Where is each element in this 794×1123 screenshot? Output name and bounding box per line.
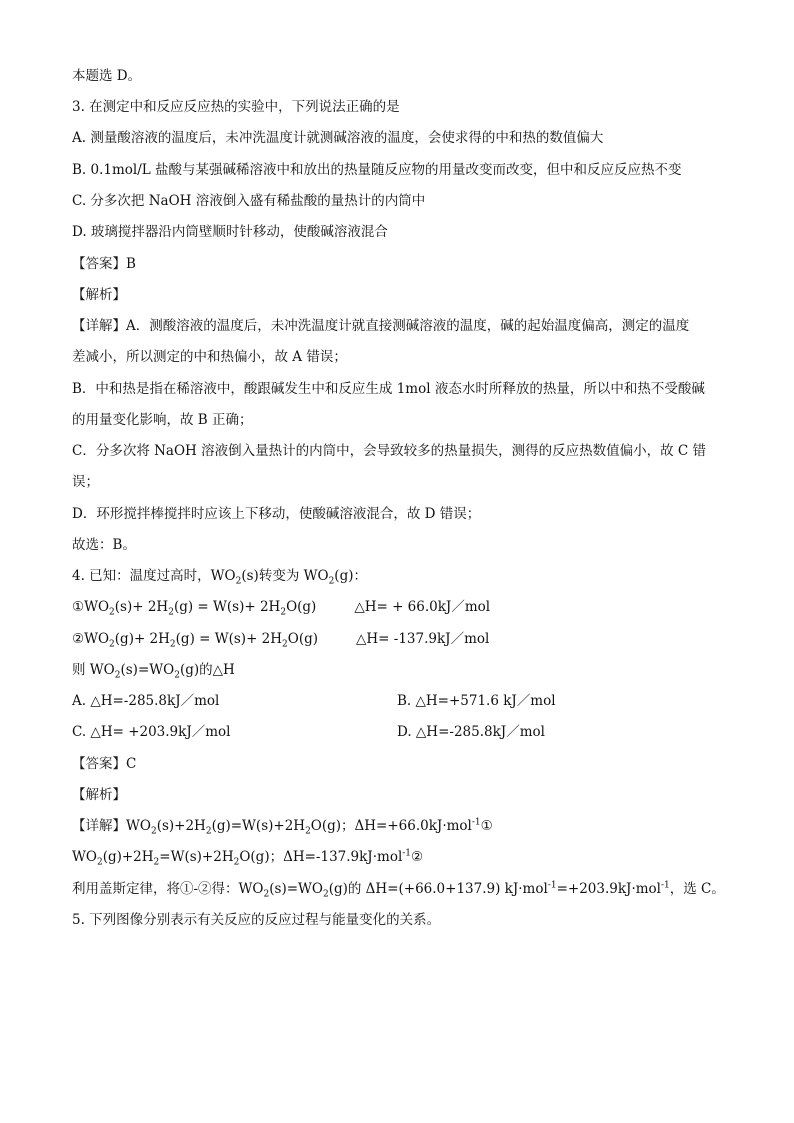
eq-part: (g)+ 2H: [114, 631, 170, 647]
q3-stem: 3. 在测定中和反应反应热的实验中，下列说法正确的是: [72, 99, 400, 115]
subscript: 2: [174, 670, 180, 681]
q3-detail-d: D．环形搅拌棒搅拌时应该上下移动，使酸碱溶液混合，故 D 错误；: [72, 506, 481, 522]
subscript: 2: [328, 576, 335, 587]
subscript: 2: [235, 576, 242, 587]
ask-part: 则 WO: [72, 662, 115, 678]
subscript: 2: [109, 607, 115, 618]
subscript: 2: [109, 639, 115, 650]
q3-detail-c-line1: C．分多次将 NaOH 溶液倒入量热计的内筒中，会导致较多的热量损失，测得的反应热数值偏小，故 C 错: [72, 443, 707, 459]
previous-answer-end: 本题选 D。: [72, 68, 142, 84]
q4-question: [72, 660, 235, 680]
q4-option-a: A. △H=-285.8kJ／mol: [72, 693, 220, 709]
q4-stem-part: (g)：: [334, 568, 367, 584]
subscript: 2: [150, 826, 157, 837]
subscript: 2: [322, 889, 329, 900]
q3-detail-c-line2: 误；: [72, 474, 99, 490]
q4-equation-2: [72, 629, 489, 649]
q4-option-c: C. △H= +203.9kJ／mol: [72, 724, 231, 740]
q5-stem: 5. 下列图像分别表示有关反应的反应过程与能量变化的关系。: [72, 912, 441, 928]
q3-option-d: D. 玻璃搅拌器沿内筒壁顺时针移动，使酸碱溶液混合: [72, 224, 388, 240]
superscript: -1: [471, 817, 481, 828]
subscript: 2: [153, 857, 160, 868]
superscript: -1: [660, 880, 670, 891]
eq-part: O(g): [287, 631, 319, 647]
q3-detail-b-line2: 的用量变化影响，故 B 正确；: [72, 412, 253, 428]
subscript: 2: [263, 889, 270, 900]
q4-options-row-2: [72, 722, 231, 742]
q4-options-row-1: [72, 691, 219, 711]
q4-analysis-label: 【解析】: [72, 787, 126, 803]
eq-part: ②WO: [72, 631, 110, 647]
q4-equation-1: [72, 597, 490, 617]
ask-part: (g)的△H: [179, 662, 235, 678]
detail-part: ①: [480, 818, 493, 834]
superscript: -1: [547, 880, 557, 891]
enthalpy-value: △H= -137.9kJ／mol: [356, 631, 490, 647]
q4-stem: [72, 566, 367, 586]
detail-part: O(g)；ΔH=+66.0kJ·mol: [310, 818, 472, 834]
q3-detail-b-line1: B．中和热是指在稀溶液中，酸跟碱发生中和反应生成 1mol 液态水时所释放的热量，所以中和热不受酸碱: [72, 381, 705, 397]
detail-part: ，选 C。: [669, 881, 725, 897]
eq-part: (g) = W(s)+ 2H: [173, 599, 281, 615]
enthalpy-value: △H= + 66.0kJ／mol: [354, 599, 491, 615]
subscript: 2: [96, 857, 103, 868]
detail-part: =+203.9kJ·mol: [556, 881, 661, 897]
detail-part: O(g)；ΔH=-137.9kJ·mol: [239, 849, 403, 865]
subscript: 2: [233, 857, 240, 868]
q4-detail-line1: [72, 816, 493, 836]
q3-detail-a-line1: 【详解】A．测酸溶液的温度后，未冲洗温度计就直接测碱溶液的温度，碱的起始温度偏高，测定的温度: [72, 318, 690, 334]
answer-value: B: [126, 256, 136, 272]
detail-part: ②: [411, 849, 424, 865]
ask-part: (s)=WO: [120, 662, 175, 678]
q4-detail-line2: [72, 847, 423, 867]
q4-detail-line3: [72, 879, 725, 899]
eq-part: (s)+ 2H: [114, 599, 169, 615]
eq-part: O(g): [286, 599, 317, 615]
subscript: 2: [205, 826, 212, 837]
eq-part: ①WO: [72, 599, 110, 615]
subscript: 2: [169, 639, 176, 650]
eq-part: (g) = W(s)+ 2H: [175, 631, 283, 647]
detail-part: 利用盖斯定律，将①-②得：WO: [72, 881, 264, 897]
q3-option-b: B. 0.1mol/L 盐酸与某强碱稀溶液中和放出的热量随反应物的用量改变而改变，但中和反应反应热不变: [72, 162, 682, 178]
subscript: 2: [114, 670, 121, 681]
answer-value: C: [126, 756, 137, 772]
q4-option-d: D. △H=-285.8kJ／mol: [397, 724, 545, 740]
answer-label: 【答案】: [72, 256, 126, 272]
q3-detail-a-line2: 差减小，所以测定的中和热偏小，故 A 错误；: [72, 349, 347, 365]
superscript: -1: [402, 848, 412, 859]
subscript: 2: [282, 639, 288, 650]
detail-part: WO: [72, 849, 97, 865]
q3-analysis-label: 【解析】: [72, 287, 126, 303]
q4-option-b: B. △H=+571.6 kJ／mol: [397, 693, 556, 709]
detail-part: (s)+2H: [156, 818, 206, 834]
detail-part: =W(s)+2H: [159, 849, 234, 865]
q3-answer: [72, 254, 136, 274]
detail-part: (g)=W(s)+2H: [211, 818, 306, 834]
q3-option-a: A. 测量酸溶液的温度后，未冲洗温度计就测碱溶液的温度，会使求得的中和热的数值偏大: [72, 130, 604, 146]
q4-answer: [72, 754, 136, 774]
answer-label: 【答案】: [72, 756, 126, 772]
detail-part: (g)的 ΔH=(+66.0+137.9) kJ·mol: [328, 881, 548, 897]
subscript: 2: [305, 826, 311, 837]
subscript: 2: [168, 607, 174, 618]
subscript: 2: [280, 607, 287, 618]
q3-conclusion: 故选：B。: [72, 537, 136, 553]
q4-stem-part: 4. 已知：温度过高时，WO: [72, 568, 236, 584]
detail-part: 【详解】WO: [72, 818, 151, 834]
q3-option-c: C. 分多次把 NaOH 溶液倒入盛有稀盐酸的量热计的内筒中: [72, 193, 426, 209]
detail-part: (s)=WO: [269, 881, 323, 897]
detail-part: (g)+2H: [102, 849, 154, 865]
q4-stem-part: (s)转变为 WO: [241, 568, 329, 584]
